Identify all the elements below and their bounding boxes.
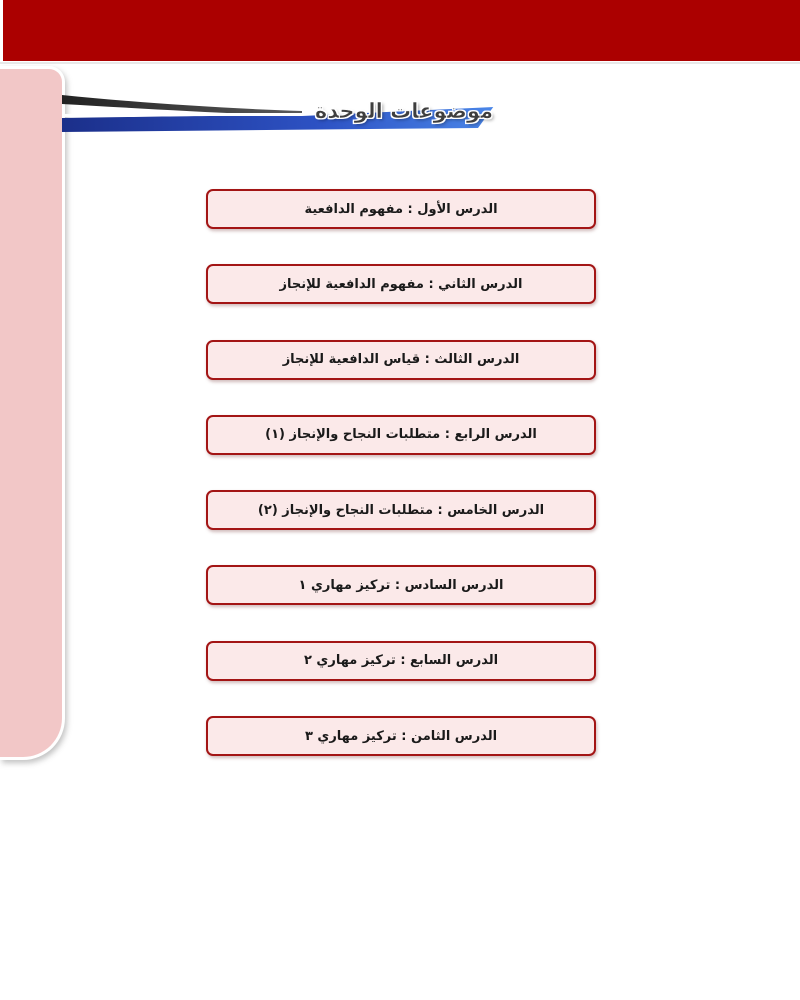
lesson-item[interactable]: الدرس الخامس : متطلبات النجاح والإنجاز (٢) <box>206 490 596 530</box>
lesson-list <box>206 189 596 791</box>
lesson-item[interactable]: الدرس الثاني : مفهوم الدافعية للإنجاز <box>206 264 596 304</box>
lesson-item[interactable]: الدرس السادس : تركيز مهاري ١ <box>206 565 596 605</box>
lesson-item[interactable]: الدرس الأول : مفهوم الدافعية <box>206 189 596 229</box>
lesson-item[interactable]: الدرس الثامن : تركيز مهاري ٣ <box>206 716 596 756</box>
lesson-item[interactable]: الدرس السابع : تركيز مهاري ٢ <box>206 641 596 681</box>
page-title: موضوعات الوحدة <box>314 99 494 123</box>
header-bar <box>3 0 800 61</box>
side-panel <box>0 66 65 760</box>
lesson-item[interactable]: الدرس الثالث : قياس الدافعية للإنجاز <box>206 340 596 380</box>
header-divider <box>0 62 800 64</box>
unit-topics-banner <box>62 92 494 134</box>
lesson-item[interactable]: الدرس الرابع : متطلبات النجاح والإنجاز (١) <box>206 415 596 455</box>
